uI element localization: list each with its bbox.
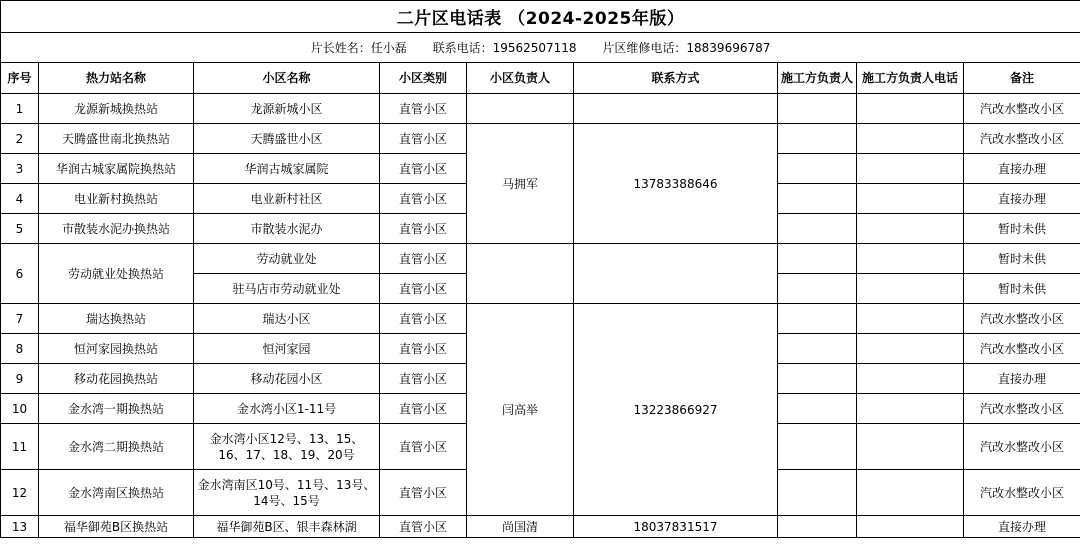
table-row <box>1 304 1080 334</box>
cell-category: 直管小区 <box>380 364 467 394</box>
cell-seq: 1 <box>1 94 39 124</box>
page-title: 二片区电话表 （2024-2025年版） <box>1 1 1080 33</box>
cell-note: 暂时未供 <box>964 214 1080 244</box>
info-bar <box>1 33 1080 63</box>
header-note: 备注 <box>964 63 1080 94</box>
cell-community: 移动花园小区 <box>194 364 380 394</box>
cell-builder <box>778 274 857 304</box>
cell-builder-phone <box>857 470 964 516</box>
cell-manager <box>467 244 574 304</box>
cell-community: 金水湾小区12号、13、15、16、17、18、19、20号 <box>194 424 380 470</box>
cell-category: 直管小区 <box>380 154 467 184</box>
cell-station: 市散装水泥办换热站 <box>39 214 194 244</box>
cell-seq: 8 <box>1 334 39 364</box>
cell-builder-phone <box>857 184 964 214</box>
cell-note: 直接办理 <box>964 516 1080 538</box>
cell-category: 直管小区 <box>380 334 467 364</box>
cell-contact: 13783388646 <box>574 124 778 244</box>
cell-builder <box>778 184 857 214</box>
cell-seq: 12 <box>1 470 39 516</box>
cell-community: 天腾盛世小区 <box>194 124 380 154</box>
header-station: 热力站名称 <box>39 63 194 94</box>
cell-station: 金水湾一期换热站 <box>39 394 194 424</box>
cell-note: 暂时未供 <box>964 244 1080 274</box>
cell-community: 电业新村社区 <box>194 184 380 214</box>
cell-manager <box>467 94 574 124</box>
cell-community: 福华御苑B区、银丰森林湖 <box>194 516 380 538</box>
cell-category: 直管小区 <box>380 304 467 334</box>
table-row <box>1 516 1080 538</box>
cell-builder <box>778 424 857 470</box>
header-seq: 序号 <box>1 63 39 94</box>
cell-station: 福华御苑B区换热站 <box>39 516 194 538</box>
cell-builder <box>778 94 857 124</box>
cell-community: 瑞达小区 <box>194 304 380 334</box>
cell-community: 恒河家园 <box>194 334 380 364</box>
repair-phone: 片区维修电话：18839696787 <box>602 41 771 55</box>
cell-contact: 13223866927 <box>574 304 778 516</box>
cell-builder <box>778 334 857 364</box>
cell-station: 龙源新城换热站 <box>39 94 194 124</box>
cell-station: 恒河家园换热站 <box>39 334 194 364</box>
cell-builder <box>778 394 857 424</box>
cell-seq: 3 <box>1 154 39 184</box>
cell-note: 汽改水整改小区 <box>964 470 1080 516</box>
header-manager: 小区负责人 <box>467 63 574 94</box>
cell-builder-phone <box>857 94 964 124</box>
cell-builder-phone <box>857 364 964 394</box>
cell-seq: 2 <box>1 124 39 154</box>
cell-community: 驻马店市劳动就业处 <box>194 274 380 304</box>
cell-builder <box>778 470 857 516</box>
cell-seq: 4 <box>1 184 39 214</box>
cell-note: 汽改水整改小区 <box>964 394 1080 424</box>
cell-station: 金水湾南区换热站 <box>39 470 194 516</box>
table-row <box>1 244 1080 274</box>
cell-builder <box>778 244 857 274</box>
cell-community: 龙源新城小区 <box>194 94 380 124</box>
cell-contact <box>574 94 778 124</box>
table-row <box>1 124 1080 154</box>
cell-category: 直管小区 <box>380 124 467 154</box>
cell-manager: 尚国清 <box>467 516 574 538</box>
cell-category: 直管小区 <box>380 94 467 124</box>
cell-community: 劳动就业处 <box>194 244 380 274</box>
cell-manager: 马拥军 <box>467 124 574 244</box>
cell-seq: 13 <box>1 516 39 538</box>
cell-builder-phone <box>857 154 964 184</box>
cell-builder <box>778 154 857 184</box>
cell-station: 劳动就业处换热站 <box>39 244 194 304</box>
cell-station: 移动花园换热站 <box>39 364 194 394</box>
cell-station: 金水湾二期换热站 <box>39 424 194 470</box>
cell-contact <box>574 244 778 304</box>
cell-note: 汽改水整改小区 <box>964 94 1080 124</box>
cell-note: 直接办理 <box>964 154 1080 184</box>
cell-note: 汽改水整改小区 <box>964 424 1080 470</box>
cell-builder-phone <box>857 394 964 424</box>
cell-category: 直管小区 <box>380 394 467 424</box>
cell-note: 汽改水整改小区 <box>964 334 1080 364</box>
cell-note: 汽改水整改小区 <box>964 124 1080 154</box>
cell-seq: 5 <box>1 214 39 244</box>
cell-manager: 闫高举 <box>467 304 574 516</box>
cell-category: 直管小区 <box>380 214 467 244</box>
cell-builder <box>778 124 857 154</box>
cell-builder-phone <box>857 516 964 538</box>
cell-note: 暂时未供 <box>964 274 1080 304</box>
cell-station: 电业新村换热站 <box>39 184 194 214</box>
cell-note: 汽改水整改小区 <box>964 304 1080 334</box>
cell-community: 金水湾南区10号、11号、13号、14号、15号 <box>194 470 380 516</box>
header-category: 小区类别 <box>380 63 467 94</box>
cell-builder-phone <box>857 214 964 244</box>
cell-station: 华润古城家属院换热站 <box>39 154 194 184</box>
cell-category: 直管小区 <box>380 516 467 538</box>
leader-phone: 联系电话：19562507118 <box>432 41 577 55</box>
cell-builder-phone <box>857 124 964 154</box>
cell-builder-phone <box>857 304 964 334</box>
cell-builder-phone <box>857 274 964 304</box>
cell-category: 直管小区 <box>380 424 467 470</box>
cell-contact: 18037831517 <box>574 516 778 538</box>
cell-seq: 6 <box>1 244 39 304</box>
cell-category: 直管小区 <box>380 470 467 516</box>
cell-station: 瑞达换热站 <box>39 304 194 334</box>
table-row <box>1 94 1080 124</box>
cell-community: 市散装水泥办 <box>194 214 380 244</box>
cell-seq: 10 <box>1 394 39 424</box>
leader-name: 片长姓名：任小磊 <box>310 41 407 55</box>
cell-builder <box>778 516 857 538</box>
cell-seq: 7 <box>1 304 39 334</box>
cell-note: 直接办理 <box>964 364 1080 394</box>
header-builder-phone: 施工方负责人电话 <box>857 63 964 94</box>
header-row <box>1 63 1080 94</box>
cell-category: 直管小区 <box>380 274 467 304</box>
header-builder: 施工方负责人 <box>778 63 857 94</box>
cell-category: 直管小区 <box>380 244 467 274</box>
cell-community: 金水湾小区1-11号 <box>194 394 380 424</box>
cell-seq: 9 <box>1 364 39 394</box>
cell-seq: 11 <box>1 424 39 470</box>
cell-builder-phone <box>857 424 964 470</box>
cell-builder <box>778 304 857 334</box>
cell-note: 直接办理 <box>964 184 1080 214</box>
cell-builder-phone <box>857 244 964 274</box>
header-community: 小区名称 <box>194 63 380 94</box>
cell-builder-phone <box>857 334 964 364</box>
cell-builder <box>778 364 857 394</box>
header-contact: 联系方式 <box>574 63 778 94</box>
cell-community: 华润古城家属院 <box>194 154 380 184</box>
cell-builder <box>778 214 857 244</box>
cell-station: 天腾盛世南北换热站 <box>39 124 194 154</box>
cell-category: 直管小区 <box>380 184 467 214</box>
